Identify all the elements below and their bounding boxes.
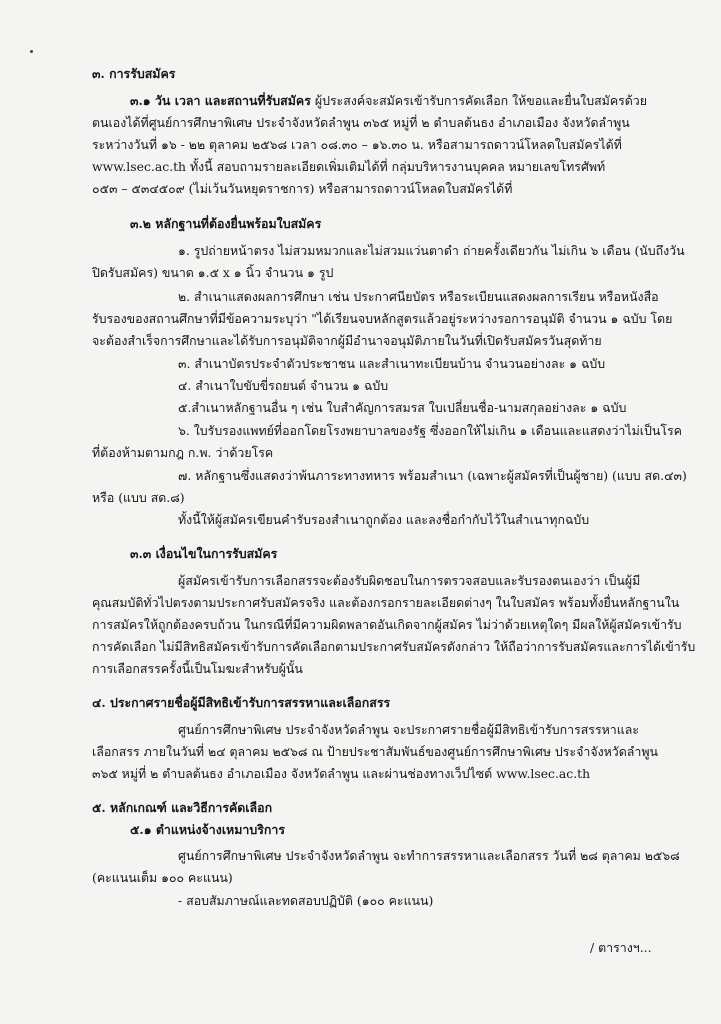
list-item: ๔. สำเนาใบขับขี่รถยนต์ จำนวน ๑ ฉบับ bbox=[178, 378, 389, 393]
list-item: ที่ต้องห้ามตามกฎ ก.พ. ว่าด้วยโรค bbox=[92, 445, 274, 460]
paragraph-line: ศูนย์การศึกษาพิเศษ ประจำจังหวัดลำพูน จะประกาศรายชื่อผู้มีสิทธิเข้ารับการสรรหาและ bbox=[178, 722, 639, 737]
list-item: ๗. หลักฐานซึ่งแสดงว่าพ้นภาระทางทหาร พร้อมสำเนา (เฉพาะผู้สมัครที่เป็นผู้ชาย) (แบบ สด.๔๓) bbox=[178, 468, 687, 483]
list-item: ปิดรับสมัคร) ขนาด ๑.๕ x ๑ นิ้ว จำนวน ๑ รูป bbox=[92, 265, 334, 280]
list-item: จะต้องสำเร็จการศึกษาและได้รับการอนุมัติจากผู้มีอำนาจอนุมัติภายในวันที่เปิดรับสมัครวันสุดท้าย bbox=[92, 333, 602, 348]
paragraph-line: ตนเองได้ที่ศูนย์การศึกษาพิเศษ ประจำจังหวัดลำพูน ๓๖๕ หมู่ที่ ๒ ตำบลต้นธง อำเภอเมือง จังหวัดลำพูน bbox=[92, 115, 630, 130]
section-3-heading: ๓. การรับสมัคร bbox=[92, 66, 176, 81]
paragraph-line: www.lsec.ac.th ทั้งนี้ สอบถามรายละเอียดเพิ่มเติมได้ที่ กลุ่มบริหารงานบุคคล หมายเลขโทรศัพท์ bbox=[92, 159, 606, 174]
note-line: ทั้งนี้ให้ผู้สมัครเขียนคำรับรองสำเนาถูกต้อง และลงชื่อกำกับไว้ในสำเนาทุกฉบับ bbox=[178, 512, 590, 527]
continuation-note: / ตารางฯ... bbox=[590, 940, 652, 955]
paragraph-line: ผู้สมัครเข้ารับการเลือกสรรจะต้องรับผิดชอบในการตรวจสอบและรับรองตนเองว่า เป็นผู้มี bbox=[178, 573, 641, 588]
paragraph-line: ผู้ประสงค์จะสมัครเข้ารับการคัดเลือก ให้ขอและยื่นใบสมัครด้วย bbox=[314, 93, 648, 108]
section-3-1-first-line bbox=[130, 93, 647, 109]
section-4-heading: ๔. ประกาศรายชื่อผู้มีสิทธิเข้ารับการสรรหาและเลือกสรร bbox=[92, 695, 391, 710]
list-item: ๒. สำเนาแสดงผลการศึกษา เช่น ประกาศนียบัตร หรือระเบียนแสดงผลการเรียน หรือหนังสือ bbox=[178, 289, 659, 304]
list-item: ๕.สำเนาหลักฐานอื่น ๆ เช่น ใบสำคัญการสมรส ใบเปลี่ยนชื่อ-นามสกุลอย่างละ ๑ ฉบับ bbox=[178, 400, 627, 415]
paragraph-line: ศูนย์การศึกษาพิเศษ ประจำจังหวัดลำพูน จะทำการสรรหาและเลือกสรร วันที่ ๒๘ ตุลาคม ๒๕๖๘ bbox=[178, 848, 680, 863]
list-item: หรือ (แบบ สด.๘) bbox=[92, 490, 185, 505]
list-item: ๓. สำเนาบัตรประจำตัวประชาชน และสำเนาทะเบียนบ้าน จำนวนอย่างละ ๑ ฉบับ bbox=[178, 356, 606, 371]
paragraph-line: เลือกสรร ภายในวันที่ ๒๔ ตุลาคม ๒๕๖๘ ณ ป้ายประชาสัมพันธ์ของศูนย์การศึกษาพิเศษ ประจำจังหวัดลำพูน bbox=[92, 744, 658, 759]
scan-speck bbox=[30, 50, 33, 53]
paragraph-line: การคัดเลือก ไม่มีสิทธิสมัครเข้ารับการคัดเลือกตามประกาศรับสมัครดังกล่าว ให้ถือว่าการรับสมัครและการได้เข้ารับ bbox=[92, 639, 696, 654]
paragraph-line: การเลือกสรรครั้งนี้เป็นโมฆะสำหรับผู้นั้น bbox=[92, 661, 303, 676]
section-3-2-heading: ๓.๒ หลักฐานที่ต้องยื่นพร้อมใบสมัคร bbox=[130, 216, 322, 231]
section-5-heading: ๕. หลักเกณฑ์ และวิธีการคัดเลือก bbox=[92, 800, 273, 815]
section-3-3-heading: ๓.๓ เงื่อนไขในการรับสมัคร bbox=[130, 546, 278, 561]
section-3-1-heading: ๓.๑ วัน เวลา และสถานที่รับสมัคร bbox=[130, 93, 311, 108]
paragraph-line: การสมัครให้ถูกต้องครบถ้วน ในกรณีที่มีความผิดพลาดอันเกิดจากผู้สมัคร ไม่ว่าด้วยเหตุใดๆ มีผลให้ผู้สมัครเข้ารับ bbox=[92, 617, 682, 632]
paragraph-line: ๐๕๓ – ๕๓๔๕๐๙ (ไม่เว้นวันหยุดราชการ) หรือสามารถดาวน์โหลดใบสมัครได้ที่ bbox=[92, 181, 513, 196]
section-5-1-heading: ๕.๑ ตำแหน่งจ้างเหมาบริการ bbox=[130, 822, 285, 837]
list-item: รับรองของสถานศึกษาที่มีข้อความระบุว่า "ได้เรียนจบหลักสูตรแล้วอยู่ระหว่างรอการอนุมัติ จำนวน ๑ ฉบับ โดย bbox=[92, 311, 673, 326]
paragraph-line: ๓๖๕ หมู่ที่ ๒ ตำบลต้นธง อำเภอเมือง จังหวัดลำพูน และผ่านช่องทางเว็ปไซต์ www.lsec.ac.th bbox=[92, 766, 591, 781]
list-item: - สอบสัมภาษณ์และทดสอบปฏิบัติ (๑๐๐ คะแนน) bbox=[178, 893, 434, 908]
list-item: ๑. รูปถ่ายหน้าตรง ไม่สวมหมวกและไม่สวมแว่นตาดำ ถ่ายครั้งเดียวกัน ไม่เกิน ๖ เดือน (นับถึงวัน bbox=[178, 243, 685, 258]
paragraph-line: (คะแนนเต็ม ๑๐๐ คะแนน) bbox=[92, 870, 233, 885]
paragraph-line: ระหว่างวันที่ ๑๖ - ๒๒ ตุลาคม ๒๕๖๘ เวลา ๐๘.๓๐ – ๑๖.๓๐ น. หรือสามารถดาวน์โหลดใบสมัครได้ที่ bbox=[92, 137, 622, 152]
paragraph-line: คุณสมบัติทั่วไปตรงตามประกาศรับสมัครจริง และต้องกรอกรายละเอียดต่างๆ ในใบสมัคร พร้อมทั้งยื่นหลักฐานใน bbox=[92, 595, 680, 610]
list-item: ๖. ใบรับรองแพทย์ที่ออกโดยโรงพยาบาลของรัฐ ซึ่งออกให้ไม่เกิน ๑ เดือนและแสดงว่าไม่เป็นโรค bbox=[178, 423, 682, 438]
